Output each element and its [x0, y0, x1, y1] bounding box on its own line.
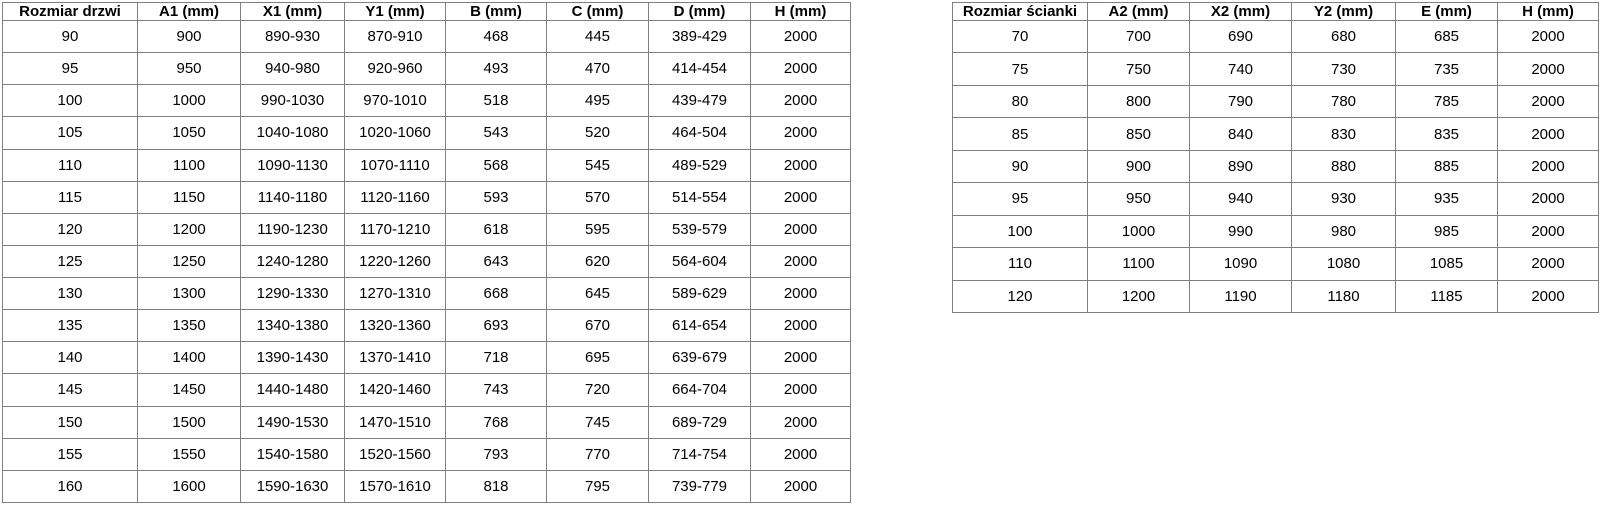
table-cell: 145 — [3, 374, 138, 406]
table-cell: 714-754 — [649, 438, 751, 470]
table-cell: 1070-1110 — [345, 149, 446, 181]
table-cell: 1220-1260 — [345, 245, 446, 277]
table-cell: 664-704 — [649, 374, 751, 406]
table-cell: 940-980 — [241, 53, 345, 85]
table-cell: 489-529 — [649, 149, 751, 181]
table-cell: 75 — [953, 53, 1088, 85]
table-cell: 518 — [446, 85, 547, 117]
column-header: C (mm) — [547, 3, 649, 21]
table-cell: 2000 — [751, 117, 851, 149]
table-cell: 740 — [1190, 53, 1292, 85]
table-cell: 2000 — [1498, 118, 1599, 150]
table-cell: 2000 — [1498, 85, 1599, 117]
table-row — [3, 149, 851, 181]
table-cell: 885 — [1396, 150, 1498, 182]
table-cell: 1050 — [138, 117, 241, 149]
table-cell: 745 — [547, 406, 649, 438]
table-cell: 1120-1160 — [345, 181, 446, 213]
table-cell: 80 — [953, 85, 1088, 117]
table-cell: 693 — [446, 310, 547, 342]
table-cell: 970-1010 — [345, 85, 446, 117]
table-cell: 768 — [446, 406, 547, 438]
table-row — [3, 278, 851, 310]
table-row — [3, 53, 851, 85]
table-row — [3, 21, 851, 53]
table-row — [3, 438, 851, 470]
header-row — [953, 3, 1599, 21]
table-row — [953, 85, 1599, 117]
table-cell: 645 — [547, 278, 649, 310]
table-cell: 439-479 — [649, 85, 751, 117]
table-cell: 2000 — [751, 278, 851, 310]
table-cell: 539-579 — [649, 213, 751, 245]
table-cell: 1350 — [138, 310, 241, 342]
table-cell: 110 — [953, 248, 1088, 280]
table-cell: 115 — [3, 181, 138, 213]
table-cell: 1490-1530 — [241, 406, 345, 438]
table-cell: 935 — [1396, 183, 1498, 215]
table-cell: 2000 — [751, 85, 851, 117]
table-row — [3, 181, 851, 213]
table-cell: 1440-1480 — [241, 374, 345, 406]
table-cell: 150 — [3, 406, 138, 438]
table-cell: 1090 — [1190, 248, 1292, 280]
column-header: A1 (mm) — [138, 3, 241, 21]
table-cell: 793 — [446, 438, 547, 470]
table-row — [3, 406, 851, 438]
table-row — [953, 21, 1599, 53]
table-cell: 739-779 — [649, 470, 751, 502]
table-cell: 2000 — [751, 310, 851, 342]
table-cell: 795 — [547, 470, 649, 502]
table-cell: 950 — [138, 53, 241, 85]
table-cell: 545 — [547, 149, 649, 181]
table-cell: 1100 — [1088, 248, 1190, 280]
table-cell: 785 — [1396, 85, 1498, 117]
table-cell: 1320-1360 — [345, 310, 446, 342]
table-cell: 900 — [1088, 150, 1190, 182]
table-cell: 1185 — [1396, 280, 1498, 313]
table-cell: 2000 — [1498, 248, 1599, 280]
table-cell: 1340-1380 — [241, 310, 345, 342]
table-cell: 2000 — [751, 470, 851, 502]
table-cell: 890-930 — [241, 21, 345, 53]
table-cell: 700 — [1088, 21, 1190, 53]
column-header: D (mm) — [649, 3, 751, 21]
table-cell: 1500 — [138, 406, 241, 438]
table-cell: 670 — [547, 310, 649, 342]
table-row — [3, 213, 851, 245]
table-cell: 1100 — [138, 149, 241, 181]
table-cell: 690 — [1190, 21, 1292, 53]
table-cell: 1020-1060 — [345, 117, 446, 149]
table-cell: 543 — [446, 117, 547, 149]
table-cell: 130 — [3, 278, 138, 310]
table-cell: 990 — [1190, 215, 1292, 247]
table-cell: 1390-1430 — [241, 342, 345, 374]
table-cell: 930 — [1292, 183, 1396, 215]
table-cell: 2000 — [751, 181, 851, 213]
table-cell: 593 — [446, 181, 547, 213]
table-cell: 140 — [3, 342, 138, 374]
table-cell: 2000 — [1498, 215, 1599, 247]
table-cell: 1270-1310 — [345, 278, 446, 310]
table-cell: 95 — [3, 53, 138, 85]
table-cell: 1400 — [138, 342, 241, 374]
table-row — [3, 342, 851, 374]
table-cell: 120 — [953, 280, 1088, 313]
table-cell: 564-604 — [649, 245, 751, 277]
table-cell: 818 — [446, 470, 547, 502]
column-header: H (mm) — [751, 3, 851, 21]
table-cell: 743 — [446, 374, 547, 406]
table-cell: 830 — [1292, 118, 1396, 150]
table-cell: 2000 — [751, 438, 851, 470]
table-cell: 1470-1510 — [345, 406, 446, 438]
table-cell: 70 — [953, 21, 1088, 53]
table-cell: 1600 — [138, 470, 241, 502]
table-cell: 1000 — [138, 85, 241, 117]
table-cell: 990-1030 — [241, 85, 345, 117]
table-cell: 1250 — [138, 245, 241, 277]
table-cell: 1040-1080 — [241, 117, 345, 149]
table-cell: 2000 — [751, 245, 851, 277]
table-cell: 850 — [1088, 118, 1190, 150]
table-cell: 1085 — [1396, 248, 1498, 280]
table-cell: 780 — [1292, 85, 1396, 117]
table-cell: 2000 — [751, 374, 851, 406]
table-cell: 800 — [1088, 85, 1190, 117]
column-header: E (mm) — [1396, 3, 1498, 21]
table-cell: 100 — [3, 85, 138, 117]
table-cell: 95 — [953, 183, 1088, 215]
table-cell: 1540-1580 — [241, 438, 345, 470]
table-cell: 1550 — [138, 438, 241, 470]
table-cell: 668 — [446, 278, 547, 310]
column-header: Rozmiar ścianki — [953, 3, 1088, 21]
table-cell: 720 — [547, 374, 649, 406]
table-row — [3, 117, 851, 149]
table-cell: 950 — [1088, 183, 1190, 215]
table-cell: 120 — [3, 213, 138, 245]
table-row — [3, 245, 851, 277]
table-cell: 1450 — [138, 374, 241, 406]
column-header: Y2 (mm) — [1292, 3, 1396, 21]
table-cell: 840 — [1190, 118, 1292, 150]
table-cell: 589-629 — [649, 278, 751, 310]
table-cell: 1080 — [1292, 248, 1396, 280]
table-cell: 464-504 — [649, 117, 751, 149]
table-row — [3, 85, 851, 117]
table-cell: 2000 — [751, 149, 851, 181]
table-cell: 110 — [3, 149, 138, 181]
table-cell: 105 — [3, 117, 138, 149]
table-cell: 695 — [547, 342, 649, 374]
table-row — [953, 248, 1599, 280]
table-cell: 1180 — [1292, 280, 1396, 313]
table-cell: 614-654 — [649, 310, 751, 342]
table-cell: 750 — [1088, 53, 1190, 85]
table-cell: 940 — [1190, 183, 1292, 215]
table-cell: 770 — [547, 438, 649, 470]
table-cell: 1000 — [1088, 215, 1190, 247]
table-cell: 160 — [3, 470, 138, 502]
table-cell: 2000 — [751, 406, 851, 438]
table-cell: 468 — [446, 21, 547, 53]
table-cell: 2000 — [751, 342, 851, 374]
table-cell: 2000 — [751, 21, 851, 53]
table-cell: 718 — [446, 342, 547, 374]
table-cell: 2000 — [1498, 150, 1599, 182]
table-cell: 2000 — [1498, 183, 1599, 215]
column-header: X2 (mm) — [1190, 3, 1292, 21]
table-cell: 900 — [138, 21, 241, 53]
table-row — [3, 470, 851, 502]
table-cell: 1300 — [138, 278, 241, 310]
table-cell: 870-910 — [345, 21, 446, 53]
table-row — [3, 374, 851, 406]
column-header: H (mm) — [1498, 3, 1599, 21]
table-cell: 1370-1410 — [345, 342, 446, 374]
table-cell: 414-454 — [649, 53, 751, 85]
table-cell: 689-729 — [649, 406, 751, 438]
table-cell: 680 — [1292, 21, 1396, 53]
table-cell: 1140-1180 — [241, 181, 345, 213]
table-cell: 1420-1460 — [345, 374, 446, 406]
column-header: Rozmiar drzwi — [3, 3, 138, 21]
table-cell: 568 — [446, 149, 547, 181]
table-cell: 470 — [547, 53, 649, 85]
table-cell: 135 — [3, 310, 138, 342]
table-cell: 1240-1280 — [241, 245, 345, 277]
table-cell: 2000 — [1498, 21, 1599, 53]
table-cell: 2000 — [751, 213, 851, 245]
table-cell: 389-429 — [649, 21, 751, 53]
table-cell: 1200 — [138, 213, 241, 245]
table-cell: 90 — [953, 150, 1088, 182]
table-cell: 2000 — [1498, 280, 1599, 313]
table-cell: 1520-1560 — [345, 438, 446, 470]
table-cell: 90 — [3, 21, 138, 53]
table-cell: 1570-1610 — [345, 470, 446, 502]
column-header: X1 (mm) — [241, 3, 345, 21]
table-cell: 1590-1630 — [241, 470, 345, 502]
table-cell: 493 — [446, 53, 547, 85]
table-cell: 980 — [1292, 215, 1396, 247]
table-cell: 520 — [547, 117, 649, 149]
column-header: B (mm) — [446, 3, 547, 21]
table-row — [953, 280, 1599, 313]
table-cell: 514-554 — [649, 181, 751, 213]
table-row — [3, 310, 851, 342]
table-cell: 790 — [1190, 85, 1292, 117]
table-row — [953, 215, 1599, 247]
wall-dimensions-table — [952, 2, 1599, 313]
table-cell: 85 — [953, 118, 1088, 150]
table-cell: 643 — [446, 245, 547, 277]
table-row — [953, 183, 1599, 215]
table-cell: 880 — [1292, 150, 1396, 182]
table-row — [953, 53, 1599, 85]
table-cell: 100 — [953, 215, 1088, 247]
table-row — [953, 150, 1599, 182]
table-cell: 920-960 — [345, 53, 446, 85]
table-cell: 1290-1330 — [241, 278, 345, 310]
table-cell: 2000 — [751, 53, 851, 85]
table-cell: 1090-1130 — [241, 149, 345, 181]
table-cell: 639-679 — [649, 342, 751, 374]
table-cell: 125 — [3, 245, 138, 277]
table-cell: 1150 — [138, 181, 241, 213]
table-cell: 495 — [547, 85, 649, 117]
door-dimensions-table — [2, 2, 851, 503]
table-cell: 735 — [1396, 53, 1498, 85]
table-cell: 730 — [1292, 53, 1396, 85]
table-cell: 595 — [547, 213, 649, 245]
table-cell: 618 — [446, 213, 547, 245]
column-header: Y1 (mm) — [345, 3, 446, 21]
table-cell: 155 — [3, 438, 138, 470]
table-cell: 685 — [1396, 21, 1498, 53]
header-row — [3, 3, 851, 21]
table-cell: 1190 — [1190, 280, 1292, 313]
table-cell: 620 — [547, 245, 649, 277]
table-cell: 445 — [547, 21, 649, 53]
table-cell: 835 — [1396, 118, 1498, 150]
table-cell: 890 — [1190, 150, 1292, 182]
table-cell: 570 — [547, 181, 649, 213]
table-cell: 985 — [1396, 215, 1498, 247]
table-cell: 1190-1230 — [241, 213, 345, 245]
table-cell: 1170-1210 — [345, 213, 446, 245]
table-cell: 1200 — [1088, 280, 1190, 313]
table-cell: 2000 — [1498, 53, 1599, 85]
column-header: A2 (mm) — [1088, 3, 1190, 21]
table-row — [953, 118, 1599, 150]
